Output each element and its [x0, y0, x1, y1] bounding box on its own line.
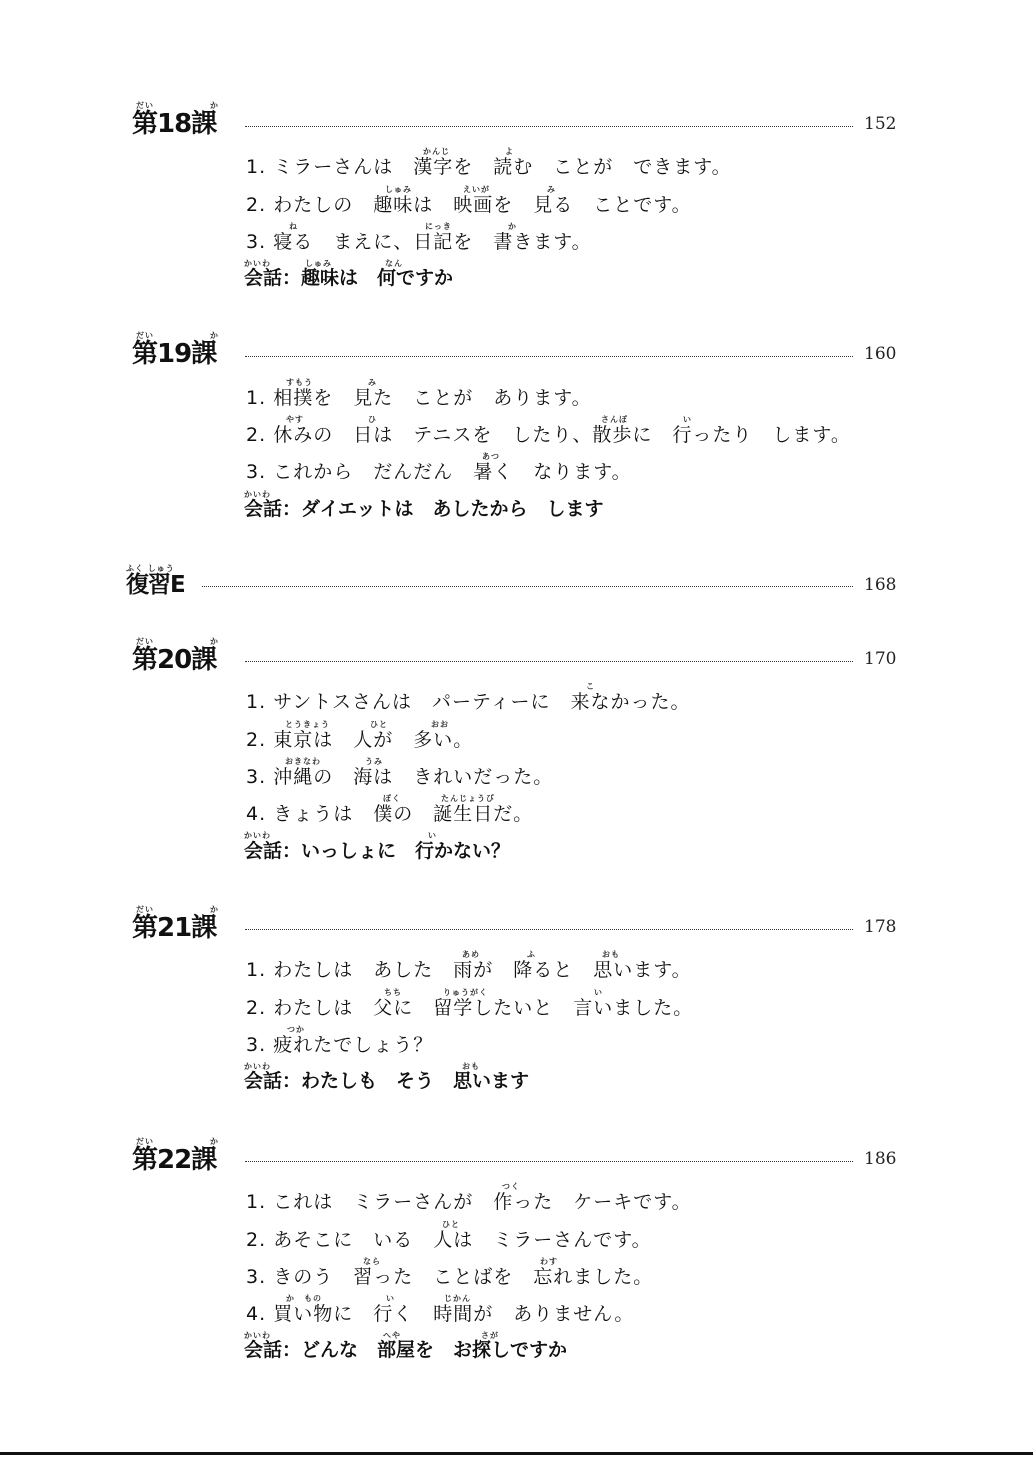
ruby: ふ — [527, 950, 536, 959]
heading-number: 22 — [157, 1145, 192, 1175]
ruby-ka: か — [210, 637, 219, 646]
sentence: 3. これから だんだん 暑く なります。 — [246, 461, 632, 483]
ruby-kaiwa: かいわ — [244, 490, 271, 499]
ruby: ちち — [384, 988, 402, 997]
ruby: りゅうがく — [443, 988, 488, 997]
ruby-dai: だい — [136, 101, 154, 110]
ruby: み — [368, 378, 377, 387]
kaiwa-line: 会話：いっしょに 行かない？ — [244, 840, 511, 862]
ruby-kaiwa: かいわ — [244, 1062, 271, 1071]
ruby: い — [683, 415, 692, 424]
ruby: い — [428, 831, 437, 840]
lesson-heading — [132, 1147, 216, 1173]
sentence: 4. 買い物に 行く 時間が ありません。 — [246, 1303, 635, 1325]
sentence: 2. あそこに いる 人は ミラーさんです。 — [246, 1229, 652, 1251]
page-number: 168 — [864, 575, 897, 595]
ruby: にっき — [425, 222, 452, 231]
heading-suffix: 課 — [191, 109, 217, 139]
heading-suffix: 課 — [191, 645, 217, 675]
leader-dots — [245, 1161, 853, 1162]
leader-dots — [245, 661, 853, 662]
ruby: い — [594, 988, 603, 997]
ruby-dai: だい — [136, 331, 154, 340]
page-number: 170 — [864, 649, 897, 669]
ruby: ひ — [368, 415, 377, 424]
sentence: 2. わたしの 趣味は 映画を 見る ことです。 — [246, 194, 692, 216]
page-bottom-rule — [0, 1452, 1033, 1455]
ruby: おも — [602, 950, 620, 959]
heading-number: 20 — [157, 645, 192, 675]
ruby: たんじょうび — [441, 794, 495, 803]
review-heading: 復習E — [126, 572, 185, 598]
ruby-ka: か — [210, 331, 219, 340]
page-number: 160 — [864, 344, 897, 364]
sentence: 1. これは ミラーさんが 作った ケーキです。 — [246, 1191, 692, 1213]
heading-prefix: 第 — [132, 913, 158, 943]
page-number: 152 — [864, 114, 897, 134]
ruby: おお — [431, 720, 449, 729]
ruby-kaiwa: かいわ — [244, 831, 271, 840]
heading-prefix: 第 — [132, 339, 158, 369]
sentence: 2. わたしは 父に 留学したいと 言いました。 — [246, 997, 694, 1019]
lesson-heading — [132, 341, 216, 367]
sentence: 2. 休みの 日は テニスを したり、散歩に 行ったり します。 — [246, 424, 851, 446]
ruby: つか — [287, 1025, 305, 1034]
heading-number: 18 — [157, 109, 192, 139]
ruby: さんぽ — [601, 415, 628, 424]
page-number: 186 — [864, 1149, 897, 1169]
ruby-ka: か — [210, 905, 219, 914]
ruby-dai: だい — [136, 1137, 154, 1146]
heading-number: 21 — [157, 913, 192, 943]
ruby: あめ — [462, 950, 480, 959]
kaiwa-line: 会話：ダイエットは あしたから します — [244, 498, 604, 520]
kaiwa-line: 会話：趣味は 何ですか — [244, 267, 454, 289]
heading-prefix: 第 — [132, 645, 158, 675]
ruby: ぼく — [383, 794, 401, 803]
page-number: 178 — [864, 917, 897, 937]
ruby: ひと — [442, 1220, 460, 1229]
ruby: とうきょう — [285, 720, 330, 729]
kaiwa-line: 会話：どんな 部屋を お探しですか — [244, 1339, 568, 1361]
ruby: かんじ — [423, 147, 450, 156]
heading-prefix: 第 — [132, 1145, 158, 1175]
ruby: しゅみ — [385, 185, 412, 194]
sentence: 2. 東京は 人が 多い。 — [246, 729, 474, 751]
ruby-dai: だい — [136, 905, 154, 914]
ruby: ね — [289, 222, 298, 231]
sentence: 1. サントスさんは パーティーに 来なかった。 — [246, 691, 691, 713]
ruby: か もの — [286, 1294, 322, 1303]
ruby: さが — [481, 1331, 499, 1340]
ruby-dai: だい — [136, 637, 154, 646]
lesson-heading — [132, 647, 216, 673]
ruby: えいが — [463, 185, 490, 194]
ruby: い — [386, 1294, 395, 1303]
sentence: 3. 寝る まえに、日記を 書きます。 — [246, 231, 592, 253]
ruby: つく — [502, 1182, 520, 1191]
kaiwa-line: 会話：わたしも そう 思います — [244, 1070, 530, 1092]
sentence: 1. わたしは あした 雨が 降ると 思います。 — [246, 959, 692, 981]
leader-dots — [245, 126, 853, 127]
ruby: なん — [385, 259, 403, 268]
ruby: か — [508, 222, 517, 231]
ruby: おも — [462, 1062, 480, 1071]
ruby: なら — [363, 1257, 381, 1266]
ruby: しゅみ — [305, 259, 332, 268]
ruby: ひと — [370, 720, 388, 729]
ruby: やす — [286, 415, 304, 424]
lesson-heading — [132, 111, 216, 137]
ruby: うみ — [365, 757, 383, 766]
ruby-kaiwa: かいわ — [244, 259, 271, 268]
ruby: み — [547, 185, 556, 194]
heading-suffix: 課 — [191, 1145, 217, 1175]
sentence: 1. 相撲を 見た ことが あります。 — [246, 387, 592, 409]
heading-number: 19 — [157, 339, 192, 369]
sentence: 4. きょうは 僕の 誕生日だ。 — [246, 803, 534, 825]
ruby: すもう — [286, 378, 313, 387]
sentence: 3. 疲れたでしょう？ — [246, 1034, 434, 1056]
ruby-fukushuu: ふく しゅう — [126, 564, 175, 573]
ruby: じかん — [444, 1294, 471, 1303]
leader-dots — [245, 929, 853, 930]
ruby: へや — [383, 1331, 401, 1340]
ruby: あつ — [482, 452, 500, 461]
ruby-ka: か — [210, 1137, 219, 1146]
ruby: よ — [505, 147, 514, 156]
sentence: 1. ミラーさんは 漢字を 読む ことが できます。 — [246, 156, 732, 178]
ruby-ka: か — [210, 101, 219, 110]
heading-prefix: 第 — [132, 109, 158, 139]
ruby-kaiwa: かいわ — [244, 1331, 271, 1340]
sentence: 3. きのう 習った ことばを 忘れました。 — [246, 1266, 654, 1288]
heading-suffix: 課 — [191, 913, 217, 943]
leader-dots — [202, 586, 853, 587]
ruby: わす — [540, 1257, 558, 1266]
lesson-heading — [132, 915, 216, 941]
ruby: こ — [586, 682, 595, 691]
ruby: おきなわ — [285, 757, 321, 766]
sentence: 3. 沖縄の 海は きれいだった。 — [246, 766, 554, 788]
leader-dots — [245, 356, 853, 357]
heading-suffix: 課 — [191, 339, 217, 369]
